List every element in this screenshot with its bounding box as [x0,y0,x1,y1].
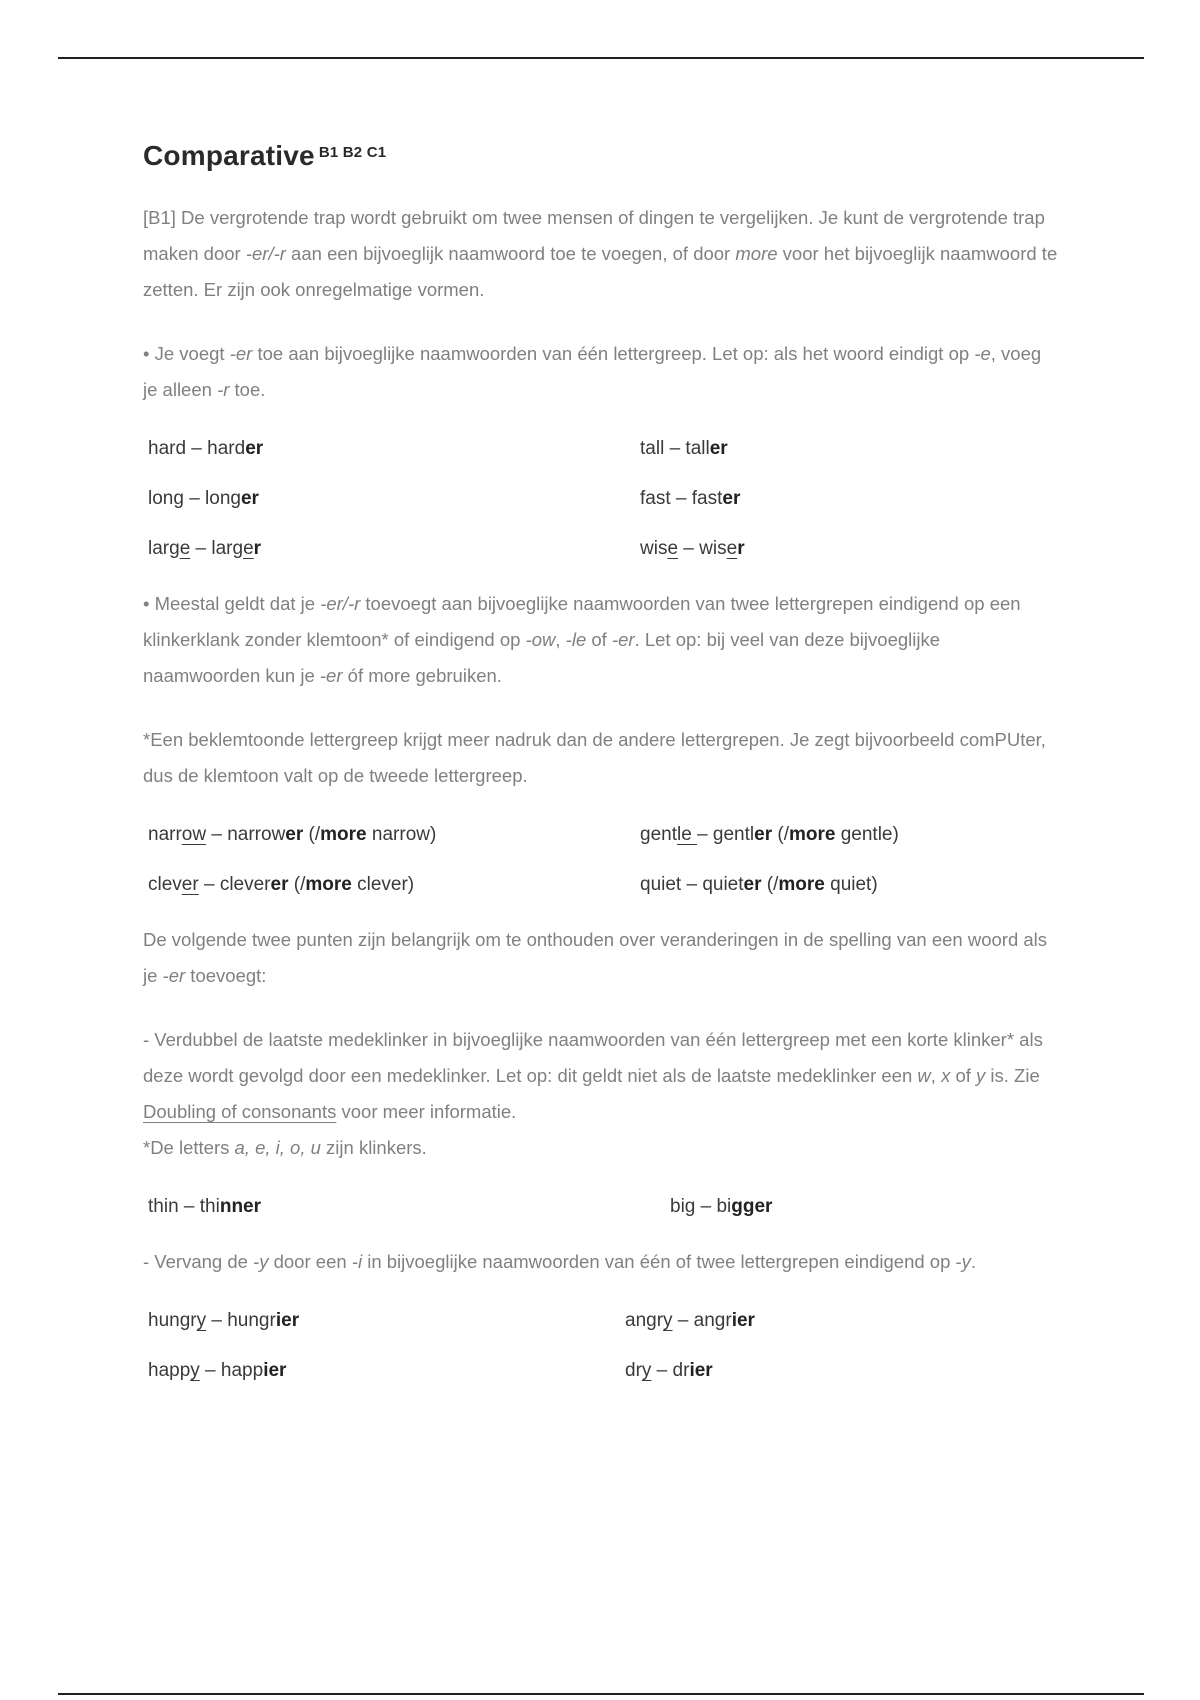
doubling-consonants-link[interactable]: Doubling of consonants [143,1101,337,1122]
example-row [148,1296,1058,1346]
example-row [148,860,1058,910]
example-quiet: quiet – quieter (/more quiet) [640,874,878,895]
level-badges: B1 B2 C1 [318,144,387,161]
example-angry: angry – angrier [625,1310,755,1331]
example-big: big – bigger [670,1196,773,1217]
examples-double-consonant [143,1182,1058,1232]
spelling-intro: De volgende twee punten zijn belangrijk om te onthouden over veranderingen in de spelling van een woord als je -er toevoegt: [143,929,1048,986]
rule-replace-y: - Vervang de -y door een -i in bijvoeglijke naamwoorden van één of twee lettergrepen eindigend op -y. [143,1251,977,1272]
example-narrow: narrow – narrower (/more narrow) [148,824,437,845]
example-long: long – longer [148,488,259,509]
example-row [148,1182,1058,1232]
example-fast: fast – faster [640,488,741,509]
bottom-rule [58,1693,1144,1695]
rule-double-consonant: - Verdubbel de laatste medeklinker in bijvoeglijke naamwoorden van één lettergreep met een korte klinker* als deze wordt gevolgd door een medeklinker. Let op: dit geldt niet als de laatste medeklinker een w, x of y is. Zie Doubling of consonants voor meer informatie. *De letters a, e, i, o, u zijn klinkers. [143,1029,1043,1158]
example-row [148,474,1058,524]
example-hungry: hungry – hungrier [148,1310,300,1331]
intro-paragraph: [B1] De vergrotende trap wordt gebruikt om twee mensen of dingen te vergelijken. Je kunt de vergrotende trap maken door -er/-r aan een bijvoeglijk naamwoord toe te voegen, of door more voor het bijvoeglijk naamwoord te zetten. Er zijn ook onregelmatige vormen. [143,207,1058,300]
example-row [148,524,1058,574]
example-thin: thin – thinner [148,1196,262,1217]
example-tall: tall – taller [640,438,728,459]
rule-one-syllable: • Je voegt -er toe aan bijvoeglijke naamwoorden van één lettergreep. Let op: als het woord eindigt op -e, voeg je alleen -r toe. [143,343,1042,400]
example-dry: dry – drier [625,1360,713,1381]
example-gentle: gentle – gentler (/more gentle) [640,824,899,845]
top-rule [58,57,1144,59]
page-title: Comparative $^{B1 B2 C1}$ [143,140,387,171]
example-large: large – larger [148,538,262,559]
example-hard: hard – harder [148,438,264,459]
example-happy: happy – happier [148,1360,287,1381]
examples-one-syllable [143,424,1058,574]
example-clever: clever – cleverer (/more clever) [148,874,415,895]
rule-two-syllable: • Meestal geldt dat je -er/-r toevoegt aan bijvoeglijke naamwoorden van twee lettergrepen eindigend op een klinkerklank zonder klemtoon* of eindigend op -ow, -le of -er. Let op: bij veel van deze bijvoeglijke naamwoorden kun je -er óf more gebruiken. [143,593,1021,686]
example-row [148,810,1058,860]
stress-note: *Een beklemtoonde lettergreep krijgt meer nadruk dan de andere lettergrepen. Je zegt bijvoorbeeld comPUter, dus de klemtoon valt op de tweede lettergreep. [143,729,1046,786]
example-wise: wise – wiser [640,538,745,559]
example-row [148,424,1058,474]
examples-two-syllable [143,810,1058,910]
document-body [143,140,1058,1396]
example-row [148,1346,1058,1396]
examples-replace-y [143,1296,1058,1396]
